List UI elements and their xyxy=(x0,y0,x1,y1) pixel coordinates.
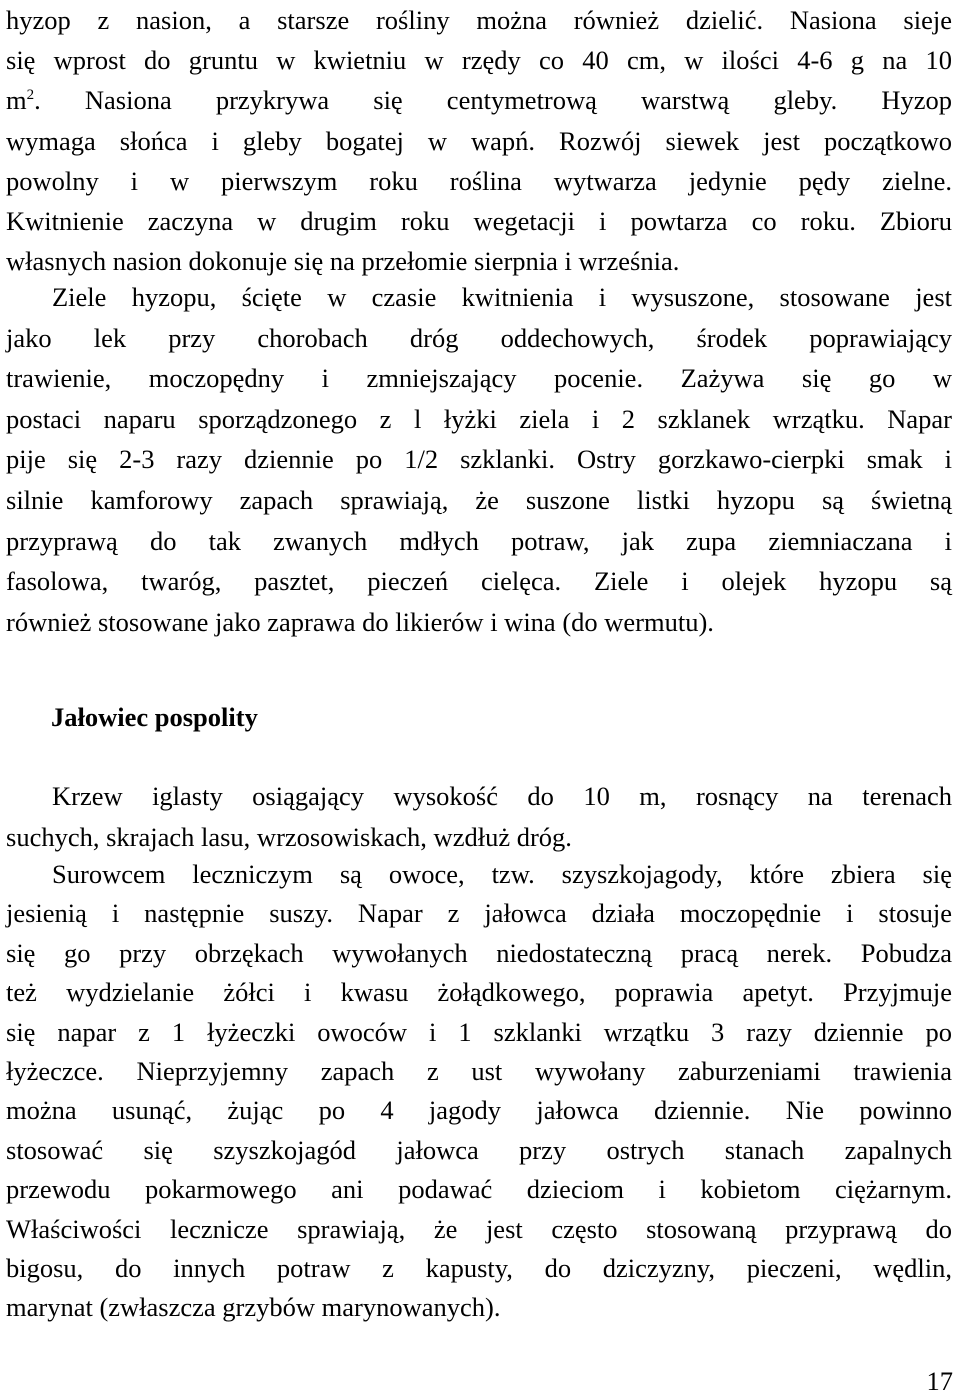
text-line: własnych nasion dokonuje się na przełomie sierpnia i września. xyxy=(6,246,680,277)
text-fragment: . Nasiona przykrywa się centymetrową warstwą gleby. Hyzop xyxy=(34,85,952,116)
text-line: silnie kamforowy zapach sprawiają, że suszone listki hyzopu są świetną xyxy=(6,484,952,515)
text-line: stosować się szyszkojagód jałowca przy ostrych stanach zapalnych xyxy=(6,1134,952,1165)
paragraph-uses xyxy=(6,277,952,642)
text-line: Właściwości lecznicze sprawiają, że jest często stosowaną przyprawą do xyxy=(6,1213,952,1244)
text-line: postaci naparu sporządzonego z l łyżki ziela i 2 szklanek wrzątku. Napar xyxy=(6,403,952,434)
text-line: łyżeczce. Nieprzyjemny zapach z ust wywołany zaburzeniami trawienia xyxy=(6,1055,952,1086)
text-line: się napar z 1 łyżeczki owoców i 1 szklanki wrzątku 3 razy dziennie po xyxy=(6,1016,952,1047)
text-line: jako lek przy chorobach dróg oddechowych, środek poprawiający xyxy=(6,322,952,353)
text-line: wymaga słońca i gleby bogatej w wapń. Rozwój siewek jest początkowo xyxy=(6,125,952,156)
text-line: Kwitnienie zaczyna w drugim roku wegetacji i powtarza co roku. Zbioru xyxy=(6,205,952,236)
text-line: również stosowane jako zaprawa do likierów i wina (do wermutu). xyxy=(6,606,714,637)
text-line: Surowcem leczniczym są owoce, tzw. szyszkojagody, które zbiera się xyxy=(52,859,952,889)
text-line: też wydzielanie żółci i kwasu żołądkowego, poprawia apetyt. Przyjmuje xyxy=(6,977,952,1008)
text-line: przyprawą do tak zwanych mdłych potraw, jak zupa ziemniaczana i xyxy=(6,525,952,556)
text-line: Krzew iglasty osiągający wysokość do 10 m, rosnący na terenach xyxy=(52,781,952,811)
text-line: fasolowa, twaróg, pasztet, pieczeń cielęca. Ziele i olejek hyzopu są xyxy=(6,566,952,597)
text-line xyxy=(6,80,952,120)
page-number: 17 xyxy=(926,1366,953,1396)
paragraph-juniper-intro xyxy=(6,776,952,857)
text-line: można usunąć, żując po 4 jagody jałowca dziennie. Nie powinno xyxy=(6,1095,952,1126)
text-line: bigosu, do innych potraw z kapusty, do dziczyzny, pieczeni, wędlin, xyxy=(6,1252,952,1283)
paragraph-cultivation xyxy=(6,0,952,281)
text-line: marynat (zwłaszcza grzybów marynowanych). xyxy=(6,1292,501,1323)
text-line: się wprost do gruntu w kwietniu w rzędy co 40 cm, w ilości 4-6 g na 10 xyxy=(6,45,952,76)
text-line: Ziele hyzopu, ścięte w czasie kwitnienia i wysuszone, stosowane jest xyxy=(52,282,952,312)
text-line: powolny i w pierwszym roku roślina wytwarza jedynie pędy zielne. xyxy=(6,165,952,196)
paragraph-juniper-body xyxy=(6,855,952,1328)
text-line: przewodu pokarmowego ani podawać dzieciom i kobietom ciężarnym. xyxy=(6,1174,952,1205)
superscript: 2 xyxy=(26,87,35,104)
text-line: pije się 2-3 razy dziennie po 1/2 szklanki. Ostry gorzkawo-cierpki smak i xyxy=(6,444,952,475)
text-line: suchych, skrajach lasu, wrzosowiskach, wzdłuż dróg. xyxy=(6,821,572,852)
text-line: trawienie, moczopędny i zmniejszający pocenie. Zażywa się go w xyxy=(6,363,952,394)
text-line: jesienią i następnie suszy. Napar z jałowca działa moczopędnie i stosuje xyxy=(6,898,952,929)
text-fragment: m xyxy=(6,85,27,116)
section-heading: Jałowiec pospolity xyxy=(51,702,258,732)
text-line: się go przy obrzękach wywołanych niedostateczną pracą nerek. Pobudza xyxy=(6,937,952,968)
text-line: hyzop z nasion, a starsze rośliny można również dzielić. Nasiona sieje xyxy=(6,5,952,35)
